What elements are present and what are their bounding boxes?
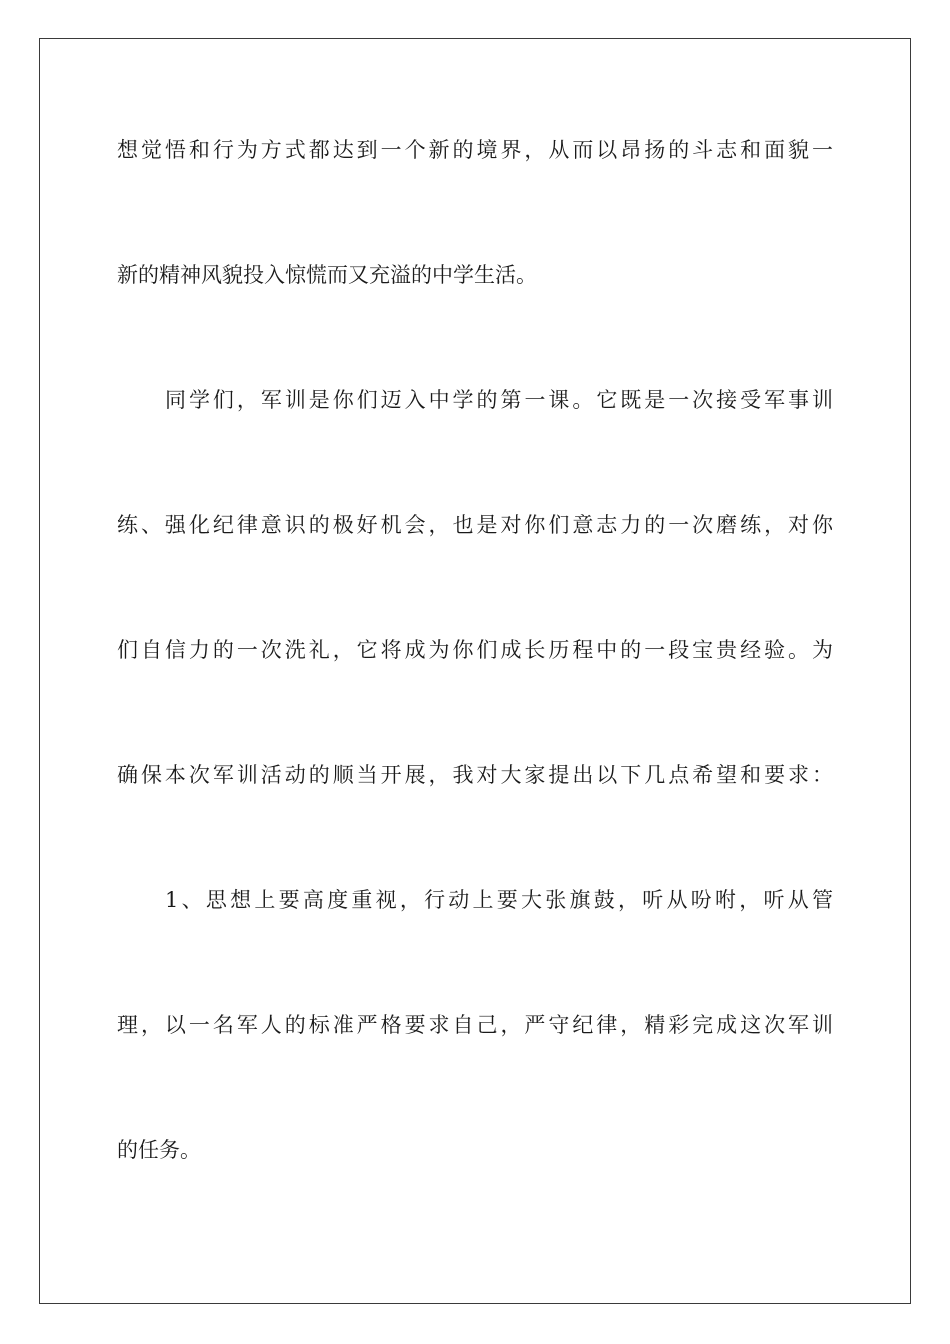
paragraph-line: 的任务。 [117, 1138, 201, 1162]
paragraph-line: 确保本次军训活动的顺当开展，我对大家提出以下几点希望和要求： [117, 763, 833, 787]
paragraph-line: 理，以一名军人的标准严格要求自己，严守纪律，精彩完成这次军训 [117, 1013, 833, 1037]
paragraph-line: 练、强化纪律意识的极好机会，也是对你们意志力的一次磨练，对你 [117, 513, 833, 537]
paragraph-line: 同学们，军训是你们迈入中学的第一课。它既是一次接受军事训 [165, 388, 833, 412]
paragraph-line: 新的精神风貌投入惊慌而又充溢的中学生活。 [117, 263, 537, 287]
paragraph-line: 们自信力的一次洗礼，它将成为你们成长历程中的一段宝贵经验。为 [117, 638, 833, 662]
paragraph-line: 1、思想上要高度重视，行动上要大张旗鼓，听从吩咐，听从管 [165, 888, 833, 912]
page-border [39, 38, 911, 1304]
paragraph-line: 想觉悟和行为方式都达到一个新的境界，从而以昂扬的斗志和面貌一 [117, 138, 833, 162]
